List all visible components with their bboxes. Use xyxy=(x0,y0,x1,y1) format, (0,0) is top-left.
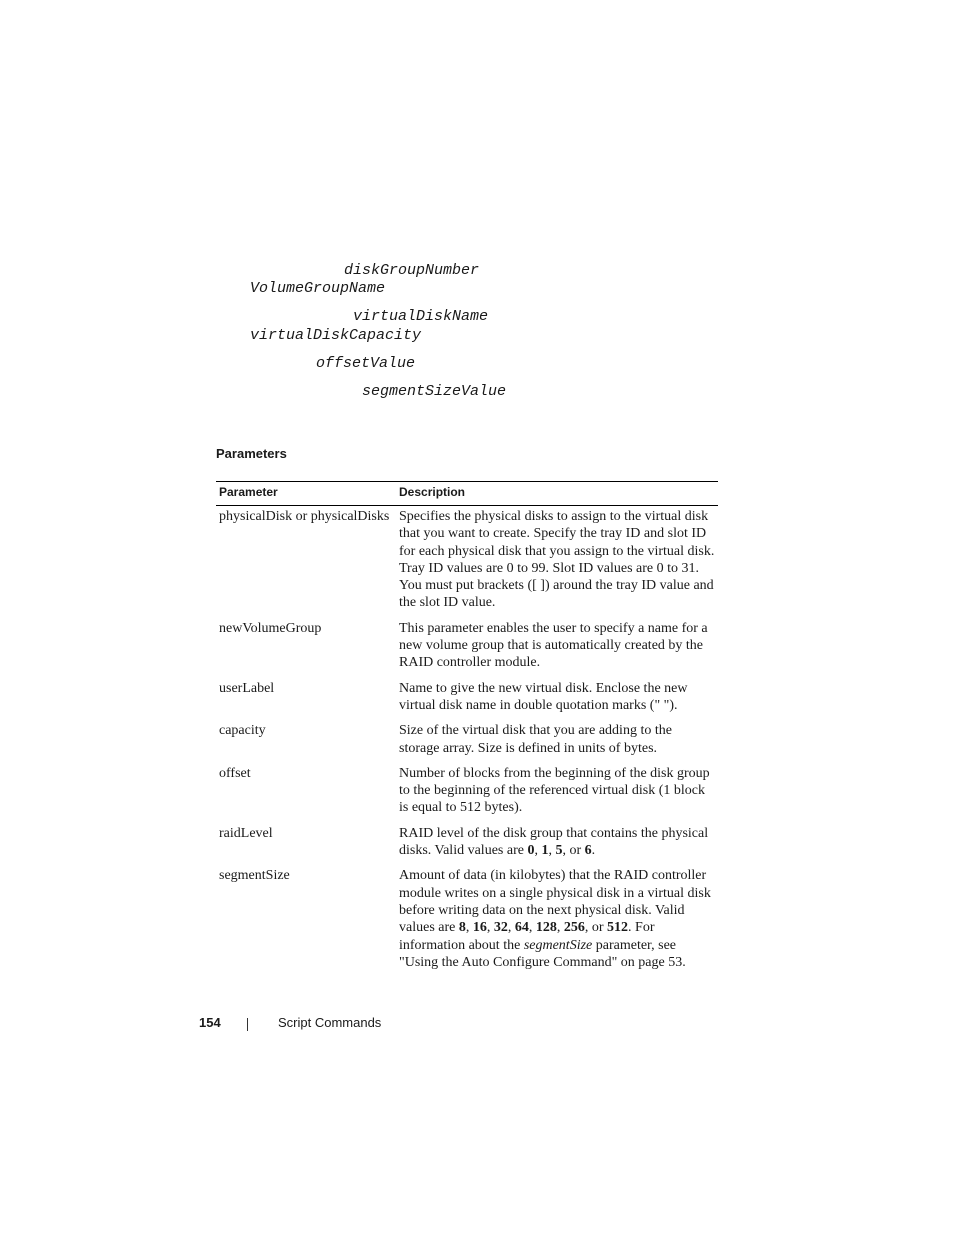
desc-sep: , xyxy=(556,920,564,936)
desc-sep: , xyxy=(528,920,536,936)
desc-sep: , xyxy=(507,920,515,936)
desc-sep: , xyxy=(534,843,542,859)
table-row xyxy=(216,506,718,619)
value-256: 256 xyxy=(563,920,585,936)
param-name: userLabel xyxy=(219,680,275,696)
header-description: Description xyxy=(396,482,718,506)
value-64: 64 xyxy=(514,920,529,936)
syntax-disk-group-number: diskGroupNumber xyxy=(344,262,480,279)
value-16: 16 xyxy=(472,920,487,936)
section-title: Script Commands xyxy=(278,1015,382,1030)
footer-divider xyxy=(247,1018,248,1031)
value-6: 6 xyxy=(584,843,592,859)
param-name: physicalDisk or physicalDisks xyxy=(219,509,390,524)
param-description xyxy=(396,824,718,867)
param-description: Name to give the new virtual disk. Enclose the new virtual disk name in double quotation marks (" "). xyxy=(399,680,688,713)
syntax-virtual-disk-capacity: virtualDiskCapacity xyxy=(250,327,422,344)
table-row xyxy=(216,764,718,824)
value-32: 32 xyxy=(493,920,508,936)
param-description xyxy=(396,866,718,978)
value-1: 1 xyxy=(541,843,549,859)
desc-sep: , or xyxy=(562,843,585,859)
desc-text: For information about the xyxy=(399,920,655,953)
desc-text: Amount of data (in kilobytes) that the RAID controller module writes on a single physical disk in a virtual disk before writing data on the next physical disk. Valid values are xyxy=(399,868,711,936)
table-row xyxy=(216,619,718,679)
syntax-volume-group-name: VolumeGroupName xyxy=(250,280,386,297)
param-name: raidLevel xyxy=(219,825,273,841)
header-parameter: Parameter xyxy=(216,482,396,506)
desc-sep: , xyxy=(465,920,473,936)
desc-sep: . xyxy=(591,843,596,859)
param-name: segmentSize xyxy=(219,868,290,884)
desc-sep: , xyxy=(548,843,556,859)
table-row xyxy=(216,721,718,764)
param-name: offset xyxy=(219,765,251,781)
param-description: Specifies the physical disks to assign to the virtual disk that you want to create. Specify the tray ID and slot ID for each physical disk that you assign to the virtual disk. Tray ID values are 0 to 99. Slot ID values are 0 to 31. You must put brackets ([ ]) around the tray ID value and the slot ID value. xyxy=(399,509,715,611)
desc-sep: , or xyxy=(584,920,608,936)
syntax-segment-size-value: segmentSizeValue xyxy=(362,383,507,400)
desc-sep: . xyxy=(628,920,632,936)
value-128: 128 xyxy=(535,920,557,936)
table-header-row xyxy=(216,482,718,506)
segment-size-italic: segmentSize xyxy=(523,937,593,953)
param-description: Size of the virtual disk that you are adding to the storage array. Size is defined in units of bytes. xyxy=(399,723,672,756)
param-description: Number of blocks from the beginning of the disk group to the beginning of the referenced virtual disk (1 block is equal to 512 bytes). xyxy=(399,765,710,816)
value-5: 5 xyxy=(555,843,563,859)
parameters-table xyxy=(216,481,718,978)
syntax-virtual-disk-name: virtualDiskName xyxy=(353,308,489,325)
param-description: This parameter enables the user to specify a name for a new volume group that is automatically created by the RAID controller module. xyxy=(399,620,708,671)
table-row xyxy=(216,679,718,722)
value-512: 512 xyxy=(607,920,629,936)
page-number: 154 xyxy=(199,1015,221,1030)
value-0: 0 xyxy=(527,843,535,859)
desc-text: RAID level of the disk group that contains the physical disks. Valid values are xyxy=(399,825,709,859)
value-8: 8 xyxy=(458,920,466,936)
syntax-offset-value: offsetValue xyxy=(316,355,416,372)
desc-sep: , xyxy=(486,920,494,936)
param-name: newVolumeGroup xyxy=(219,620,322,636)
table-row xyxy=(216,866,718,978)
table-row xyxy=(216,824,718,867)
param-name: capacity xyxy=(219,723,266,739)
parameters-heading: Parameters xyxy=(216,446,287,461)
desc-text: parameter, see "Using the Auto Configure Command" on page 53. xyxy=(399,937,686,970)
